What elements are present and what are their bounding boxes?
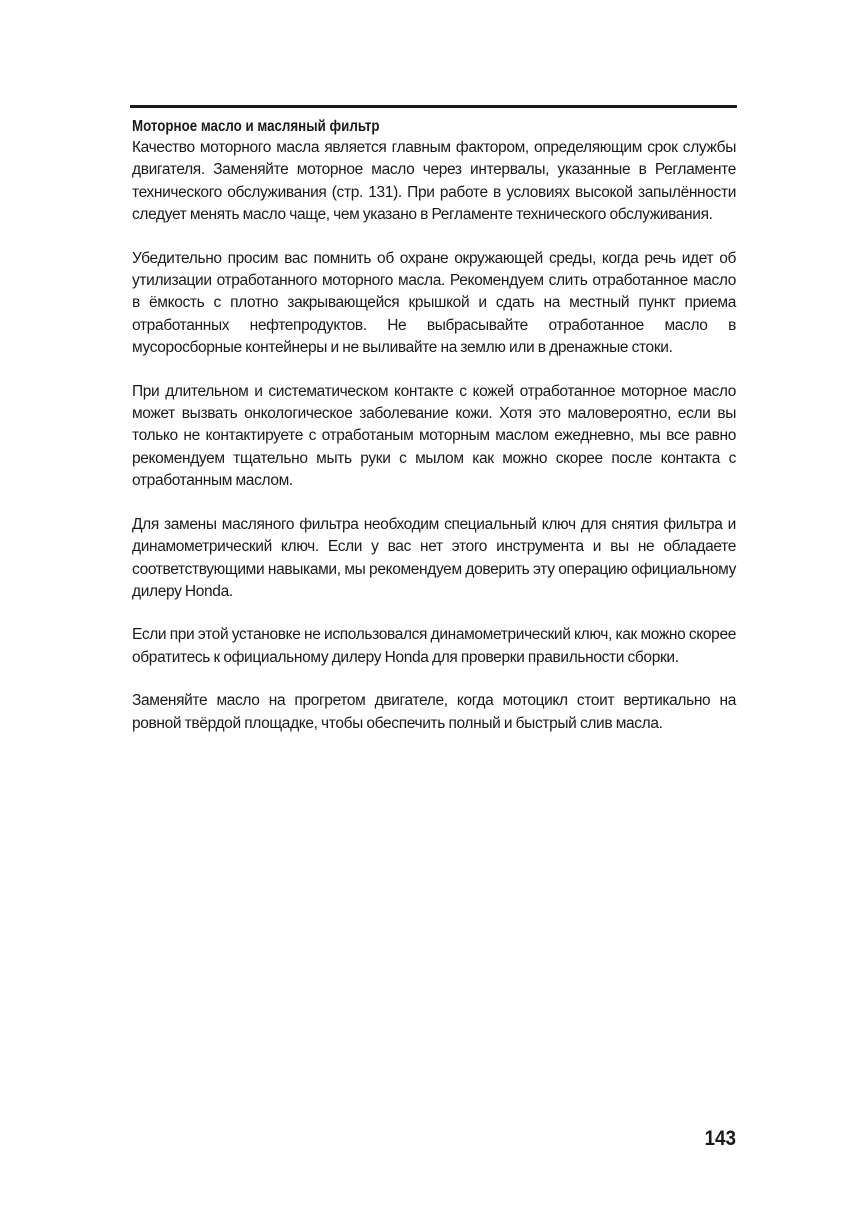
paragraph-skin-contact: При длительном и систематическом контакте с кожей отработанное моторное масло может вызвать онкологическое заболевание кожи. Хотя это маловероятно, если вы только не контактируете с отработаным моторным маслом ежедневно, мы все равно рекомендуем тщательно мыть руки с мылом как можно скорее после контакта с отработанным маслом. <box>132 382 736 490</box>
header-rule <box>130 105 737 108</box>
paragraph-torque-wrench: Если при этой установке не использовался динамометрический ключ, как можно скорее обратитесь к официальному дилеру Honda для проверки правильности сборки. <box>132 626 736 666</box>
section-title: Моторное масло и масляный фильтр <box>132 118 380 135</box>
paragraph-environment: Убедительно просим вас помнить об охране окружающей среды, когда речь идет об утилизации отработанного моторного масла. Рекомендуем слить отработанное масло в ёмкость с плотно закрывающейся крышкой и сдать на местный пункт приема отработанных нефтепродуктов. Не выбрасывайте отработанное масло в мусоросборные контейнеры и не выливайте на землю или в дренажные стоки. <box>132 249 736 357</box>
paragraph-filter-tools: Для замены масляного фильтра необходим специальный ключ для снятия фильтра и динамометрический ключ. Если у вас нет этого инструмента и вы не обладаете соответствующими навыками, мы рекомендуем доверить эту операцию официальному дилеру Honda. <box>132 515 736 600</box>
page-content <box>132 116 736 756</box>
page-number: 143 <box>704 1127 736 1150</box>
paragraph-drain-conditions: Заменяйте масло на прогретом двигателе, когда мотоцикл стоит вертикально на ровной твёрдой площадке, чтобы обеспечить полный и быстрый слив масла. <box>132 692 736 732</box>
paragraph-oil-quality: Качество моторного масла является главным фактором, определяющим срок службы двигателя. Заменяйте моторное масло через интервалы, указанные в Регламенте технического обслуживания (стр. 131). При работе в условиях высокой запылённости следует менять масло чаще, чем указано в Регламенте технического обслуживания. <box>132 139 736 224</box>
